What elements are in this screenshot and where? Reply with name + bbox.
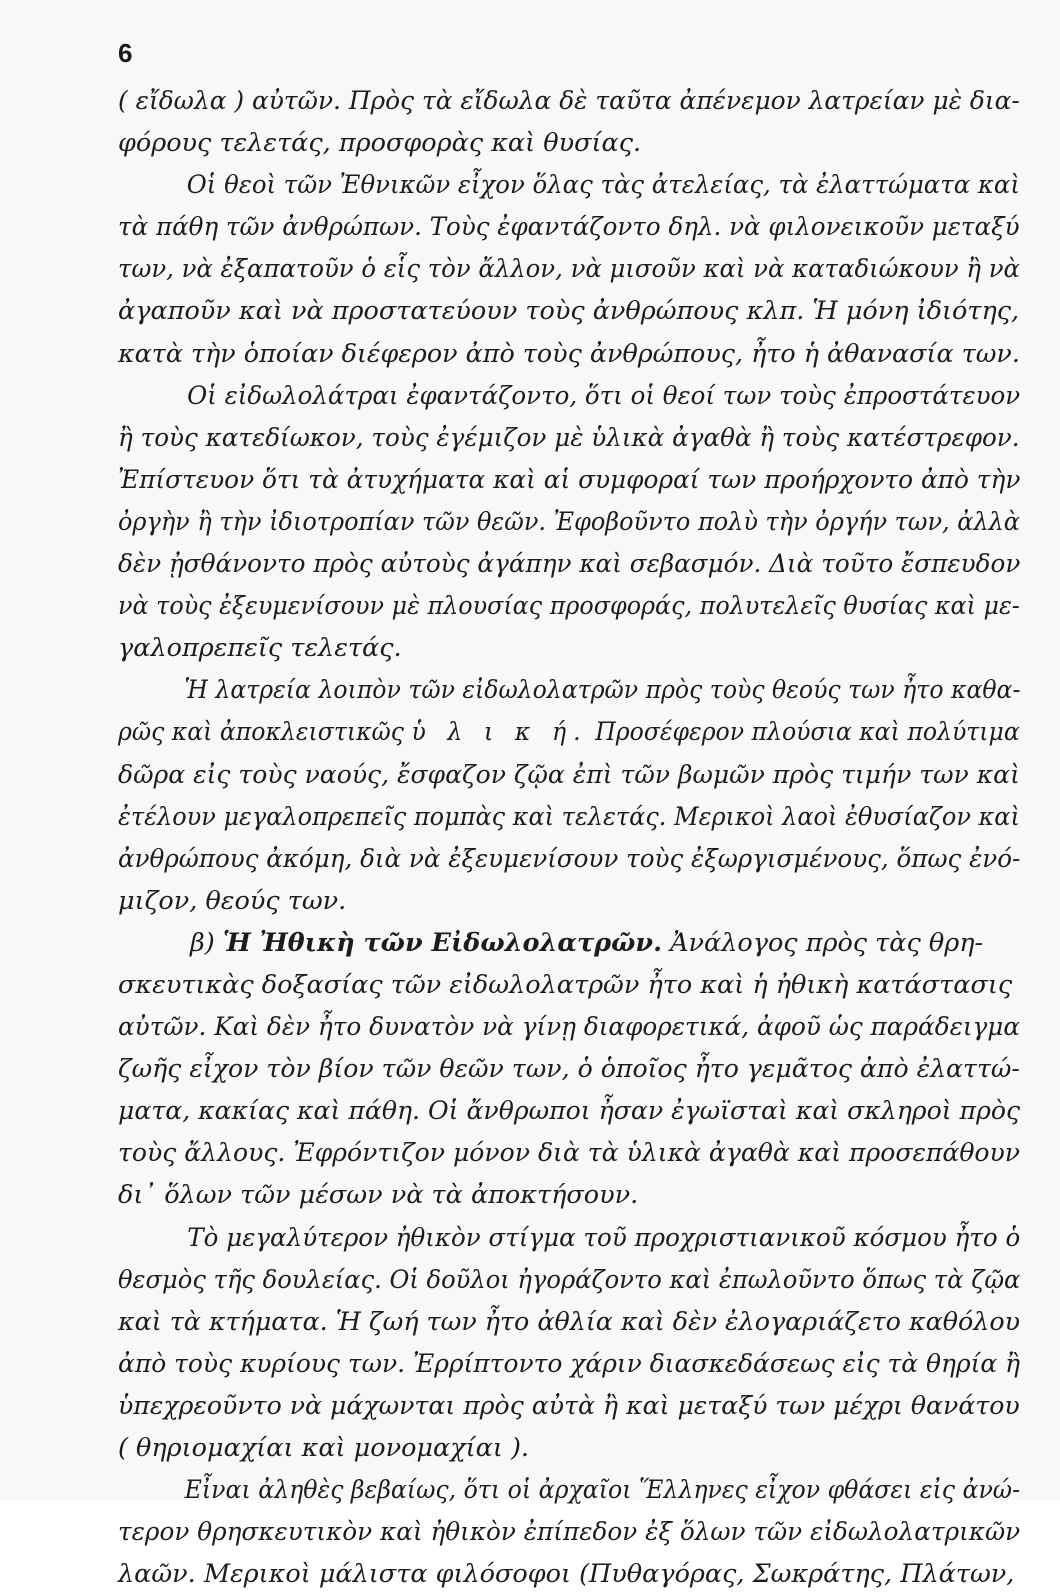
section-heading-line xyxy=(118,922,984,964)
text-line-with-spaced-word xyxy=(118,711,1020,753)
paragraph-start-line: Οἱ θεοὶ τῶν Ἐθνικῶν εἶχον ὅλας τὰς ἀτελείας, τὰ ἐλαττώματα καὶ xyxy=(186,170,1020,201)
text-line: δὲν ᾐσθάνοντο πρὸς αὐτοὺς ἀγάπην καὶ σεβασμόν. Διὰ τοῦτο ἔσπευδον xyxy=(118,549,1021,580)
paragraph-start-line: Οἱ εἰδωλολάτραι ἐφαντάζοντο, ὅτι οἱ θεοί των τοὺς ἐπροστάτευον xyxy=(187,380,1021,411)
paragraph-start-line: Ἡ λατρεία λοιπὸν τῶν εἰδωλολατρῶν πρὸς τοὺς θεούς των ἦτο καθα- xyxy=(184,675,1021,706)
body-text xyxy=(118,80,1021,1595)
text-line: τερον θρησκευτικὸν καὶ ἠθικὸν ἐπίπεδον ἐξ ὅλων τῶν εἰδωλολατρικῶν xyxy=(118,1517,1021,1548)
text-line: ἀγαποῦν καὶ νὰ προστατεύουν τοὺς ἀνθρώπους κλπ. Ἡ μόνη ἰδιότης, xyxy=(118,296,1020,327)
text-line: Ἐπίστευον ὅτι τὰ ἀτυχήματα καὶ αἱ συμφοραί των προήρχοντο ἀπὸ τὴν xyxy=(118,464,1021,495)
text-line: φόρους τελετάς, προσφορὰς καὶ θυσίας. xyxy=(118,128,642,159)
text-line: δῶρα εἰς τοὺς ναούς, ἔσφαζον ζῷα ἐπὶ τῶν βωμῶν πρὸς τιμήν των καὶ xyxy=(118,759,1020,790)
spaced-emphasis-word: ὑ λ ι κ ή. xyxy=(411,717,588,748)
text-line: τὰ πάθη τῶν ἀνθρώπων. Τοὺς ἐφαντάζοντο δηλ. νὰ φιλονεικοῦν μεταξύ xyxy=(118,212,1020,243)
paragraph-start-line: Τὸ μεγαλύτερον ἠθικὸν στίγμα τοῦ προχριστιανικοῦ κόσμου ἦτο ὁ xyxy=(187,1222,1021,1253)
text-line: καὶ τὰ κτήματα. Ἡ ζωή των ἦτο ἀθλία καὶ δὲν ἐλογαριάζετο καθόλου xyxy=(118,1306,1021,1337)
text-line: ζωῆς εἶχον τὸν βίον τῶν θεῶν των, ὁ ὁποῖος ἦτο γεμᾶτος ἀπὸ ἐλαττώ- xyxy=(118,1054,1020,1085)
text-line: ἢ τοὺς κατεδίωκον, τοὺς ἐγέμιζον μὲ ὑλικὰ ἀγαθὰ ἢ τοὺς κατέστρεφον. xyxy=(118,422,1020,453)
text-line: ὑπεχρεοῦντο νὰ μάχωνται πρὸς αὐτὰ ἢ καὶ μεταξύ των μέχρι θανάτου xyxy=(118,1390,1020,1421)
paragraph-start-line: Εἶναι ἀληθὲς βεβαίως, ὅτι οἱ ἀρχαῖοι Ἕλληνες εἶχον φθάσει εἰς ἀνώ- xyxy=(184,1475,1021,1506)
text-fragment: ρῶς καὶ ἀποκλειστικῶς xyxy=(118,717,404,748)
text-line: ματα, κακίας καὶ πάθη. Οἱ ἄνθρωποι ἦσαν ἐγωϊσταὶ καὶ σκληροὶ πρὸς xyxy=(118,1096,1021,1127)
text-line: ( εἴδωλα ) αὐτῶν. Πρὸς τὰ εἴδωλα δὲ ταῦτα ἀπένεμον λατρείαν μὲ δια- xyxy=(118,86,1020,116)
text-line: ( θηριομαχίαι καὶ μονομαχίαι ). xyxy=(118,1433,530,1463)
text-line: ἀνθρώπους ἀκόμη, διὰ νὰ ἐξευμενίσουν τοὺς ἐξωργισμένους, ὅπως ἐνό- xyxy=(118,843,1021,874)
section-heading: Ἡ Ἠθικὴ τῶν Εἰδωλολατρῶν. xyxy=(222,927,662,958)
text-fragment: Ἀνάλογος πρὸς τὰς θρη- xyxy=(670,927,984,958)
text-line: γαλοπρεπεῖς τελετάς. xyxy=(118,633,402,664)
text-line: μιζον, θεούς των. xyxy=(118,885,347,916)
text-line: αὐτῶν. Καὶ δὲν ἦτο δυνατὸν νὰ γίνῃ διαφορετικά, ἀφοῦ ὡς παράδειγμα xyxy=(118,1012,1021,1043)
text-fragment: Προσέφερον πλούσια καὶ πολύτιμα xyxy=(595,717,1020,748)
text-line: κατὰ τὴν ὁποίαν διέφερον ἀπὸ τοὺς ἀνθρώπους, ἦτο ἡ ἀθανασία των. xyxy=(118,338,1020,369)
text-line: νὰ τοὺς ἐξευμενίσουν μὲ πλουσίας προσφοράς, πολυτελεῖς θυσίας καὶ με- xyxy=(118,591,1020,622)
text-line: θεσμὸς τῆς δουλείας. Οἱ δοῦλοι ἠγοράζοντο καὶ ἐπωλοῦντο ὅπως τὰ ζῷα xyxy=(118,1264,1021,1295)
text-line: δι᾽ ὅλων τῶν μέσων νὰ τὰ ἀποκτήσουν. xyxy=(118,1180,639,1211)
section-marker: β) xyxy=(190,927,215,958)
text-line: ὀργὴν ἢ τὴν ἰδιοτροπίαν τῶν θεῶν. Ἐφοβοῦντο πολὺ τὴν ὀργήν των, ἀλλὰ xyxy=(118,506,1021,537)
text-line: ἐτέλουν μεγαλοπρεπεῖς πομπὰς καὶ τελετάς. Μερικοὶ λαοὶ ἐθυσίαζον καὶ xyxy=(118,801,1020,832)
text-line: λαῶν. Μερικοὶ μάλιστα φιλόσοφοι (Πυθαγόρας, Σωκράτης, Πλάτων, xyxy=(118,1559,1015,1590)
text-line: τοὺς ἄλλους. Ἐφρόντιζον μόνον διὰ τὰ ὑλικὰ ἀγαθὰ καὶ προσεπάθουν xyxy=(118,1138,1021,1169)
text-line: των, νὰ ἐξαπατοῦν ὁ εἷς τὸν ἄλλον, νὰ μισοῦν καὶ νὰ καταδιώκουν ἢ νὰ xyxy=(118,254,1020,285)
text-line: σκευτικὰς δοξασίας τῶν εἰδωλολατρῶν ἦτο καὶ ἡ ἠθικὴ κατάστασις xyxy=(118,969,1013,1000)
page-number: 6 xyxy=(118,38,133,68)
text-line: ἀπὸ τοὺς κυρίους των. Ἐρρίπτοντο χάριν διασκεδάσεως εἰς τὰ θηρία ἢ xyxy=(118,1348,1021,1379)
